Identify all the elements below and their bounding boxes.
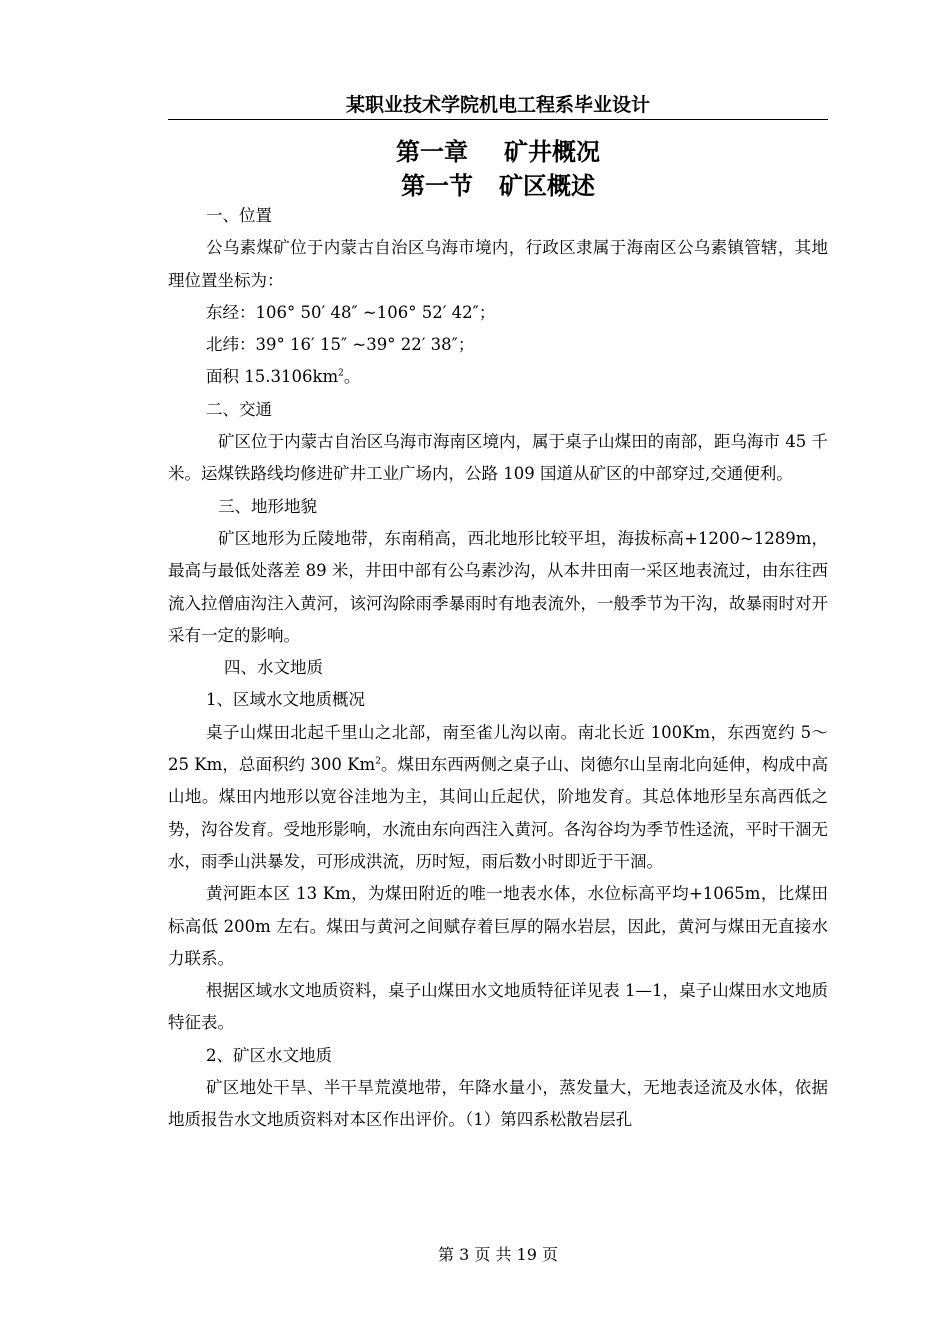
coord-north: 北纬：39° 16′ 15″ ~39° 22′ 38″； [206,335,475,355]
paragraph-terrain: 矿区地形为丘陵地带，东南稍高，西北地形比较平坦，海拔标高+1200~1289m，最高与最低处落差 89 米，井田中部有公乌素沙沟，从本井田南一采区地表流过，由东往西流入拉僧庙沟注入黄河，该河沟除雨季暴雨时有地表流外，一般季节为干沟，故暴雨时对开采有一定的影响。 [168,528,828,645]
section-label: 第一节 [401,172,473,200]
chapter-heading [168,138,828,166]
paragraph-yellow-river: 黄河距本区 13 Km，为煤田附近的唯一地表水体，水位标高平均+1065m，比煤田标高低 200m 左右。煤田与黄河之间赋存着巨厚的隔水岩层，因此，黄河与煤田无直接水力联系。 [168,884,828,968]
chapter-name: 矿井概况 [504,138,600,166]
coord-east: 东经：106° 50′ 48″ ~106° 52′ 42″； [206,302,496,322]
document-body [168,200,828,1137]
section-heading [168,172,828,200]
paragraph-table-ref: 根据区域水文地质资料，桌子山煤田水文地质特征详见表 1—1，桌子山煤田水文地质特征表。 [168,981,828,1033]
paragraph-traffic: 矿区位于内蒙古自治区乌海市海南区境内，属于桌子山煤田的南部，距乌海市 45 千米。运煤铁路线均修进矿井工业广场内，公路 109 国道从矿区的中部穿过,交通便利。 [168,432,828,484]
regional-text-continued: 。煤田东西两侧之桌子山、岗德尔山呈南北向延伸，构成中高山地。煤田内地形以宽谷洼地为主，其间山丘起伏，阶地发育。其总体地形呈东高西低之势，沟谷发育。受地形影响，水流由东向西注入黄河。各沟谷均为季节性迳流，平时干涸无水，雨季山洪暴发，可形成洪流，历时短，雨后数小时即近于干涸。 [168,755,829,871]
heading-location: 一、位置 [206,206,272,225]
heading-terrain: 三、地形地貌 [218,496,317,516]
paragraph-mine-area: 矿区地处干旱、半干旱荒漠地带，年降水量小，蒸发量大，无地表迳流及水体，依据地质报告水文地质资料对本区作出评价。（1）第四系松散岩层孔 [168,1078,828,1130]
subheading-regional: 1、区域水文地质概况 [206,690,365,710]
chapter-label: 第一章 [396,138,468,166]
paragraph-regional [168,717,828,878]
heading-hydrogeology: 四、水文地质 [224,658,323,678]
heading-traffic: 二、交通 [206,399,272,419]
regional-superscript: 2 [375,756,381,767]
area-superscript: 2 [338,368,344,379]
page-footer: 第 3 页 共 19 页 [438,1245,558,1264]
area-text: 面积 15.3106km [206,367,339,387]
header-divider [168,119,828,120]
subheading-mine-area: 2、矿区水文地质 [206,1045,332,1065]
area-suffix: 。 [343,367,361,387]
section-name: 矿区概述 [499,172,595,200]
area-line [168,361,828,393]
regional-text: 桌子山煤田北起千里山之北部，南至雀儿沟以南。南北长近 100Km，东西宽约 5～25 Km，总面积约 300 Km [168,722,828,775]
page-header-title: 某职业技术学院机电工程系毕业设计 [345,94,650,116]
paragraph-location: 公乌素煤矿位于内蒙古自治区乌海市境内，行政区隶属于海南区公乌素镇管辖，其地理位置坐标为： [168,238,828,290]
